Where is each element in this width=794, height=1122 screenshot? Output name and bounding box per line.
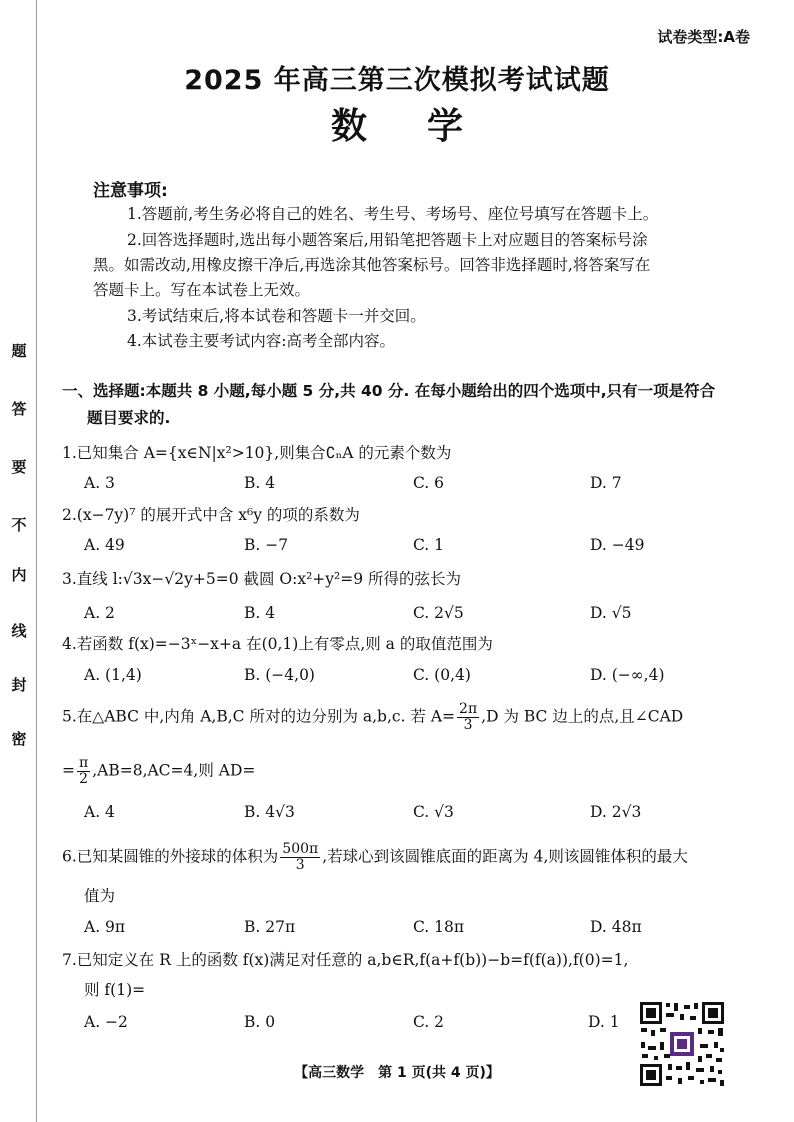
seal-char: 线: [11, 622, 27, 640]
notice-item: 黑。如需改动,用橡皮擦干净后,再选涂其他答案标号。回答非选择题时,将答案写在: [93, 256, 651, 274]
notice-item: 答题卡上。写在本试卷上无效。: [93, 281, 311, 299]
notice-item: 4.本试卷主要考试内容:高考全部内容。: [127, 332, 396, 350]
question-5-text: =: [62, 761, 75, 780]
fraction-numerator: 500π: [282, 841, 319, 857]
paper-type-label: 试卷类型:A卷: [657, 28, 750, 46]
question-5-option-a: A. 4: [84, 803, 115, 821]
question-1-stem: 1.已知集合 A={x∈N|x²>10},则集合∁ₙA 的元素个数为: [62, 444, 452, 462]
fraction-denominator: 3: [463, 717, 473, 733]
seal-char: 不: [11, 516, 27, 534]
section-heading-cont: 题目要求的.: [87, 409, 171, 427]
question-7-option-d: D. 1: [588, 1013, 620, 1031]
notice-item: 2.回答选择题时,选出每小题答案后,用铅笔把答题卡上对应题目的答案标号涂: [127, 231, 648, 249]
question-4-option-b: B. (−4,0): [244, 666, 315, 684]
question-5-text: ,D 为 BC 边上的点,且∠CAD: [481, 707, 684, 726]
fraction-numerator: π: [79, 755, 89, 771]
subject-title: 数学: [330, 106, 523, 147]
question-1-option-a: A. 3: [84, 474, 115, 492]
seal-char: 答: [11, 400, 27, 418]
question-3-option-b: B. 4: [244, 604, 276, 622]
notice-item: 1.答题前,考生务必将自己的姓名、考生号、考场号、座位号填写在答题卡上。: [127, 205, 659, 223]
seal-char: 要: [11, 458, 27, 476]
binding-margin-line: [36, 0, 37, 1122]
seal-char: 内: [11, 566, 27, 584]
notice-heading: 注意事项:: [93, 181, 168, 201]
question-4-option-c: C. (0,4): [413, 666, 471, 684]
question-5-stem-cont: [62, 756, 762, 787]
question-3-option-c: C. 2√5: [413, 604, 464, 622]
question-5-text: 5.在△ABC 中,内角 A,B,C 所对的边分别为 a,b,c. 若 A=: [62, 707, 456, 726]
seal-char: 题: [11, 342, 27, 360]
question-6-option-d: D. 48π: [590, 918, 642, 936]
question-1-option-b: B. 4: [244, 474, 276, 492]
question-7-option-a: A. −2: [84, 1013, 128, 1031]
seal-char: 密: [11, 730, 27, 748]
question-3-option-d: D. √5: [590, 604, 632, 622]
question-2-option-d: D. −49: [590, 536, 645, 554]
question-2-stem: 2.(x−7y)⁷ 的展开式中含 x⁶y 的项的系数为: [62, 506, 360, 524]
question-1-option-d: D. 7: [590, 474, 622, 492]
question-5-option-b: B. 4√3: [244, 803, 295, 821]
question-4-stem: 4.若函数 f(x)=−3ˣ−x+a 在(0,1)上有零点,则 a 的取值范围为: [62, 635, 493, 653]
question-6-option-b: B. 27π: [244, 918, 296, 936]
fraction-denominator: 3: [295, 857, 305, 873]
question-4-option-a: A. (1,4): [84, 666, 142, 684]
fraction-denominator: 2: [79, 771, 89, 787]
seal-char: 封: [11, 676, 27, 694]
question-6-stem-cont: 值为: [84, 887, 116, 905]
question-7-stem: 7.已知定义在 R 上的函数 f(x)满足对任意的 a,b∈R,f(a+f(b))−b=f(f(a)),f(0)=1,: [62, 951, 629, 969]
question-6-text: ,若球心到该圆锥底面的距离为 4,则该圆锥体积的最大: [322, 847, 688, 866]
question-7-option-c: C. 2: [413, 1013, 445, 1031]
question-1-option-c: C. 6: [413, 474, 445, 492]
question-6-stem: [62, 842, 762, 873]
question-7-option-b: B. 0: [244, 1013, 276, 1031]
question-5-option-d: D. 2√3: [590, 803, 642, 821]
fraction-numerator: 2π: [459, 701, 478, 717]
qr-code-icon: [638, 1000, 726, 1088]
question-5-text: ,AB=8,AC=4,则 AD=: [92, 761, 256, 780]
question-4-option-d: D. (−∞,4): [590, 666, 665, 684]
fraction: [280, 842, 320, 873]
question-5-option-c: C. √3: [413, 803, 454, 821]
question-3-option-a: A. 2: [84, 604, 115, 622]
question-5-stem: [62, 702, 762, 733]
fraction: [77, 756, 90, 787]
question-3-stem: 3.直线 l:√3x−√2y+5=0 截圆 O:x²+y²=9 所得的弦长为: [62, 570, 462, 588]
question-6-option-a: A. 9π: [84, 918, 126, 936]
section-heading: 一、选择题:本题共 8 小题,每小题 5 分,共 40 分. 在每小题给出的四个选项中,只有一项是符合: [62, 382, 716, 400]
question-2-option-c: C. 1: [413, 536, 445, 554]
exam-title: 2025 年高三第三次模拟考试试题: [184, 65, 610, 96]
page-footer: 【高三数学 第 1 页(共 4 页)】: [294, 1065, 500, 1081]
question-2-option-b: B. −7: [244, 536, 289, 554]
question-2-option-a: A. 49: [84, 536, 125, 554]
question-6-text: 6.已知某圆锥的外接球的体积为: [62, 847, 279, 866]
notice-item: 3.考试结束后,将本试卷和答题卡一并交回。: [127, 307, 426, 325]
question-6-option-c: C. 18π: [413, 918, 465, 936]
question-7-stem-cont: 则 f(1)=: [84, 981, 146, 999]
fraction: [457, 702, 479, 733]
